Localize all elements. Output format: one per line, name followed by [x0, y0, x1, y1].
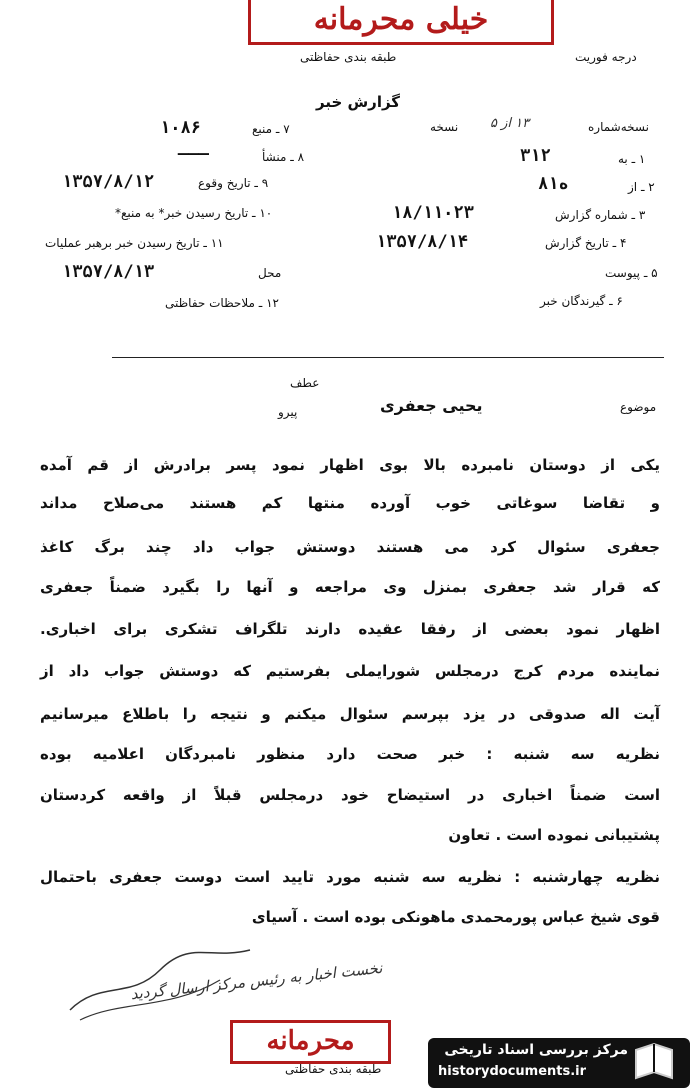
field-to-label: ۱ ـ به: [618, 152, 646, 166]
signature-scribble: [60, 940, 260, 1030]
field-occurrence-date-value: ۱۳۵۷/۸/۱۲: [62, 172, 155, 192]
report-title: گزارش خبر: [316, 93, 401, 111]
body-line-5: اظهار نمود بعضی از رفقا عقیده دارند تلگراف تشکری برای اخباری.: [40, 620, 660, 638]
subject-value: یحیی جعفری: [380, 396, 483, 415]
classification-stamp-top: خیلی محرمانه: [248, 0, 554, 45]
field-to-value: ۳۱۲: [520, 146, 551, 166]
field-occurrence-date-label: ۹ ـ تاریخ وقوع: [198, 176, 269, 190]
handwritten-note: نخست اخبار به رئیس مرکز ارسال گردید: [129, 958, 384, 1004]
body-line-9: است ضمناً اخباری در استیضاح خود درمجلس قبلاً از واقعه کردستان: [40, 786, 660, 804]
book-icon: [630, 1040, 678, 1086]
field-report-number-label: ۳ ـ شماره گزارش: [555, 208, 646, 222]
field-security-notes-label: ۱۲ ـ ملاحظات حفاظتی: [165, 296, 279, 310]
field-origin-value: ـــ: [178, 140, 209, 160]
body-line-2: و تقاضا سوغاتی خوب آورده منتها کم هستند می‌صلاح مداند: [40, 494, 660, 512]
field-place-label: محل: [258, 266, 282, 280]
body-line-12: قوی شیخ عباس پورمحمدی ماهونکی بوده است . آسیای: [251, 908, 660, 926]
reference-atf-label: عطف: [290, 376, 320, 390]
classification-label: طبقه بندی حفاظتی: [300, 50, 397, 64]
field-from-value: ۸ه۱: [538, 174, 569, 194]
body-line-3: جعفری سئوال کرد می هستند دوستش جواب داد چند برگ کاغذ: [40, 538, 660, 556]
field-report-number-value: ۱۸/۱۱۰۲۳: [392, 203, 474, 223]
priority-label: درجه فوریت: [575, 50, 637, 64]
field-origin-label: ۸ ـ منشأ: [262, 150, 305, 164]
field-report-date-value: ۱۳۵۷/۸/۱۴: [376, 232, 469, 252]
classification-stamp-bottom: محرمانه: [230, 1020, 391, 1064]
body-line-10: پشتیبانی نموده است . تعاون: [448, 826, 660, 844]
archive-website: historydocuments.ir: [438, 1064, 587, 1079]
field-report-date-label: ۴ ـ تاریخ گزارش: [545, 236, 627, 250]
body-line-1: یکی از دوستان نامبرده بالا بوی اظهار نمود پسر برادرش از قم آمده: [40, 456, 660, 474]
copy-label: نسخه: [430, 120, 459, 134]
body-line-11: نظریه چهارشنبه : نظریه سه شنبه مورد تایید است دوست جعفری باحتمال: [40, 868, 660, 886]
archive-center-name: مرکز بررسی اسناد تاریخی: [444, 1042, 628, 1058]
reference-peyro-label: پیرو: [278, 405, 298, 419]
body-line-8: نظریه سه شنبه : خبر صحت دارد منظور نامبردگان اعلامیه بوده: [40, 745, 660, 763]
body-line-4: که قرار شد جعفری بمنزل وی مراجعه و آنها را بگیرد ضمناً جعفری: [40, 578, 660, 596]
field-from-label: ۲ ـ از: [628, 180, 655, 194]
field-news-to-leader-label: ۱۱ ـ تاریخ رسیدن خبر برهبر عملیات: [45, 236, 224, 250]
field-recipients-label: ۶ ـ گیرندگان خبر: [540, 294, 623, 308]
subject-label: موضوع: [620, 400, 657, 414]
field-news-to-leader-value: ۱۳۵۷/۸/۱۳: [62, 262, 155, 282]
classification-label-bottom: طبقه بندی حفاظتی: [285, 1062, 382, 1076]
copy-number-label: نسخه‌شماره: [588, 120, 649, 134]
body-line-6: نماینده مردم کرج درمجلس شورایملی بفرستیم که دوستش جواب داد از: [40, 662, 660, 680]
header-divider: [112, 357, 664, 358]
body-line-7: آیت اله صدوقی در یزد بپرسم سئوال میکنم و نتیجه را باطلاع میرسانیم: [40, 705, 660, 723]
field-news-received-label: ۱۰ ـ تاریخ رسیدن خبر* به منبع*: [115, 206, 273, 220]
field-attachment-label: ۵ ـ پیوست: [605, 266, 658, 280]
copy-number-handwritten: ۱۳ از ۵: [490, 116, 530, 131]
field-source-label: ۷ ـ منبع: [252, 122, 290, 136]
field-source-value: ۱۰۸۶: [160, 118, 201, 138]
